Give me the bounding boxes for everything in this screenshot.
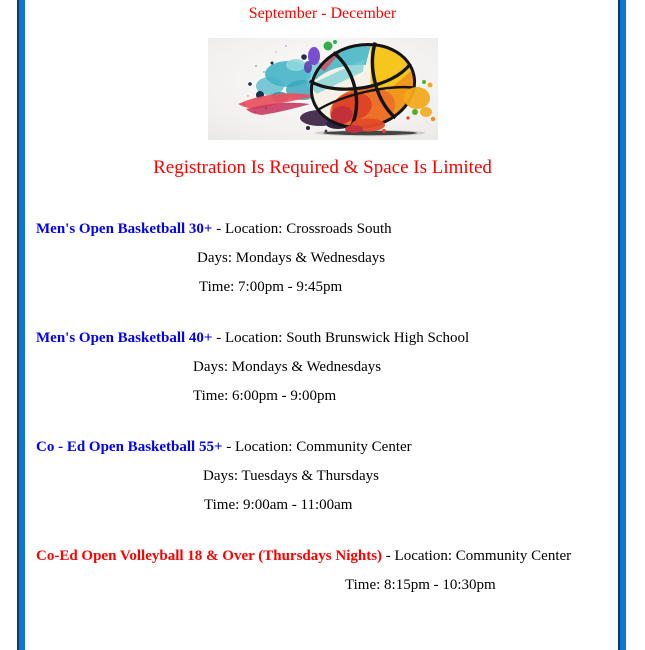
program-section (0, 548, 645, 594)
page-border-right (618, 0, 626, 650)
program-heading (36, 439, 645, 456)
program-location: - Location: South Brunswick High School (212, 330, 470, 346)
program-section (0, 221, 645, 296)
program-list (0, 221, 645, 594)
program-detail: Days: Tuesdays & Thursdays (203, 468, 379, 484)
program-name: Co - Ed Open Basketball 55+ (36, 439, 223, 455)
program-heading (36, 330, 645, 347)
program-section (0, 330, 645, 405)
basketball-artwork (208, 38, 438, 140)
program-location: - Location: Crossroads South (212, 221, 392, 237)
program-detail: Time: 6:00pm - 9:00pm (193, 388, 337, 404)
program-heading (36, 548, 645, 565)
registration-notice: Registration Is Required & Space Is Limited (153, 157, 492, 178)
program-detail: Time: 7:00pm - 9:45pm (199, 279, 343, 295)
program-detail: Time: 9:00am - 11:00am (204, 497, 353, 513)
basketball-splash-illustration (208, 38, 438, 140)
program-detail: Time: 8:15pm - 10:30pm (345, 577, 496, 593)
program-name: Co-Ed Open Volleyball 18 & Over (Thursdays Nights) (36, 548, 383, 564)
program-detail: Days: Mondays & Wednesdays (197, 250, 386, 266)
program-location: - Location: Community Center (382, 548, 572, 564)
program-location: - Location: Community Center (222, 439, 412, 455)
page-border-left (17, 0, 25, 650)
program-detail: Days: Mondays & Wednesdays (193, 359, 382, 375)
program-name: Men's Open Basketball 30+ (36, 221, 213, 237)
program-name: Men's Open Basketball 40+ (36, 330, 213, 346)
program-section (0, 439, 645, 514)
program-heading (36, 221, 645, 238)
page-title: September - December (248, 5, 397, 22)
